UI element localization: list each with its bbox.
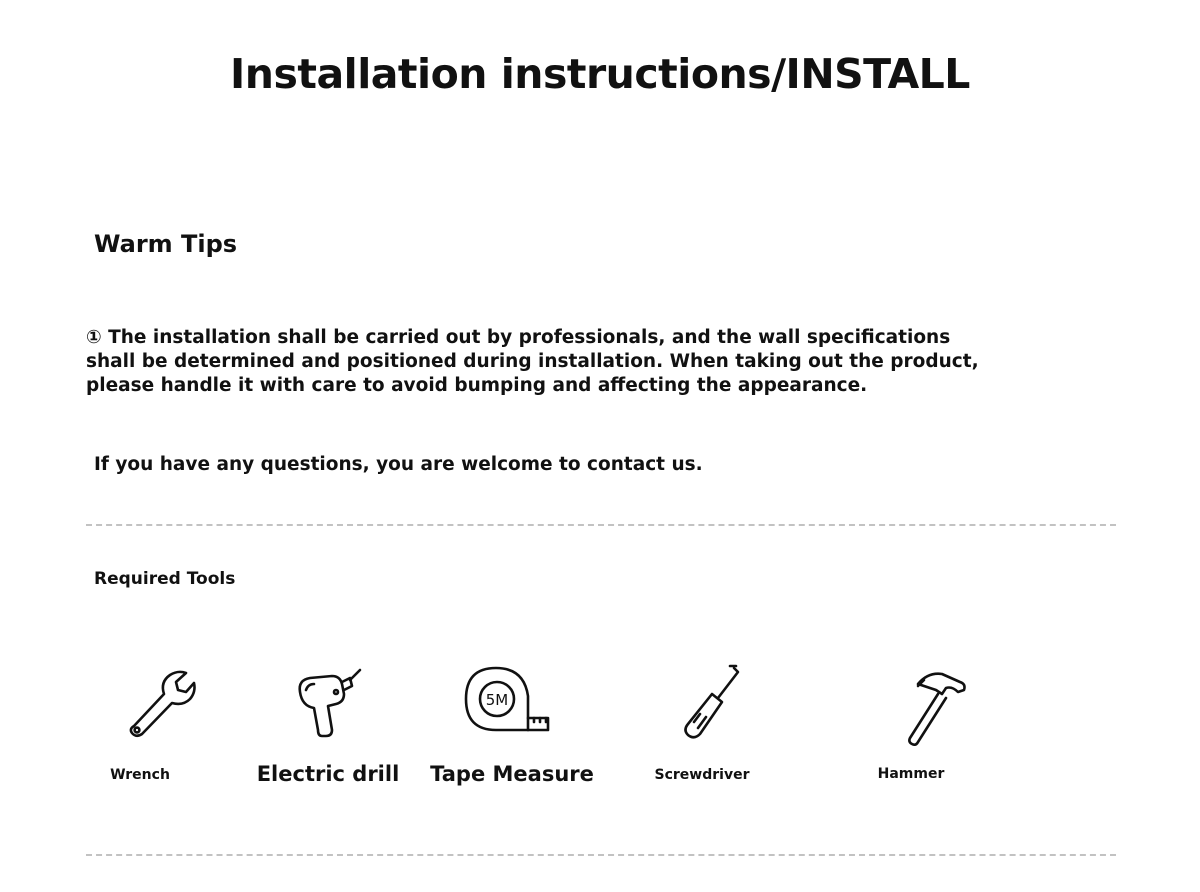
wrench-tool	[120, 664, 200, 744]
tape-measure-icon	[462, 664, 554, 740]
hammer-tool	[894, 666, 970, 746]
tape-measure-tool	[462, 664, 554, 740]
electric-drill-icon	[288, 664, 368, 744]
required-tools-heading: Required Tools	[94, 569, 236, 589]
wrench-icon	[120, 664, 200, 744]
tip-number-marker: ①	[86, 327, 102, 348]
section-divider-top	[86, 524, 1116, 526]
warm-tip-paragraph	[86, 326, 986, 398]
electric-drill-label: Electric drill	[256, 762, 400, 786]
tip-text: The installation shall be carried out by professionals, and the wall specifications shall be determined and positioned during installation. When taking out the product, please handle it with care to avoid bumping and affecting the appearance.	[86, 327, 979, 396]
screwdriver-tool	[676, 662, 746, 742]
electric-drill-tool	[288, 664, 368, 744]
wrench-label: Wrench	[110, 767, 170, 783]
hammer-icon	[894, 666, 970, 746]
tape-measure-label: Tape Measure	[430, 762, 594, 786]
hammer-label: Hammer	[877, 766, 945, 782]
section-divider-bottom	[86, 854, 1116, 856]
contact-note: If you have any questions, you are welcome to contact us.	[94, 454, 703, 475]
warm-tips-heading: Warm Tips	[94, 230, 238, 258]
tape-measure-icon-text: 5M	[485, 691, 509, 709]
screwdriver-label: Screwdriver	[654, 767, 750, 783]
page-title: Installation instructions/INSTALL	[230, 50, 970, 98]
screwdriver-icon	[676, 662, 746, 742]
